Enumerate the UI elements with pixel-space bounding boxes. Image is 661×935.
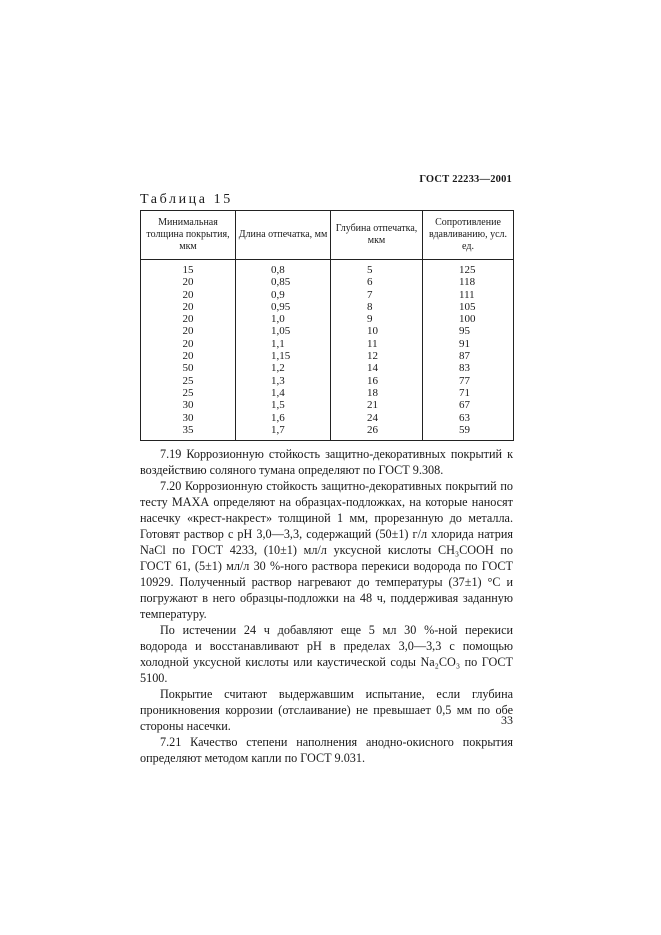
table-row — [141, 412, 514, 424]
column-header-indentation-resistance: Сопротивление вдавливанию, усл. ед. — [423, 211, 514, 260]
body-text — [140, 446, 513, 766]
cell-thickness: 50 — [141, 362, 236, 374]
cell-indentation-resistance: 118 — [423, 276, 514, 288]
column-header-thickness: Минимальная толщина покрытия, мкм — [141, 211, 236, 260]
cell-indentation-resistance: 111 — [423, 289, 514, 301]
table-header-row — [141, 211, 514, 260]
cell-thickness: 20 — [141, 338, 236, 350]
cell-imprint-depth: 12 — [331, 350, 423, 362]
table-body — [141, 260, 514, 441]
cell-indentation-resistance: 71 — [423, 387, 514, 399]
cell-thickness: 15 — [141, 260, 236, 277]
cell-indentation-resistance: 100 — [423, 313, 514, 325]
cell-imprint-depth: 7 — [331, 289, 423, 301]
cell-indentation-resistance: 63 — [423, 412, 514, 424]
cell-indentation-resistance: 67 — [423, 399, 514, 411]
cell-imprint-depth: 8 — [331, 301, 423, 313]
cell-indentation-resistance: 91 — [423, 338, 514, 350]
table-row — [141, 313, 514, 325]
column-header-imprint-length: Длина отпечатка, мм — [236, 211, 331, 260]
cell-imprint-length: 1,6 — [236, 412, 331, 424]
cell-thickness: 20 — [141, 325, 236, 337]
cell-indentation-resistance: 87 — [423, 350, 514, 362]
cell-thickness: 25 — [141, 387, 236, 399]
cell-imprint-length: 1,5 — [236, 399, 331, 411]
paragraph-7-21: 7.21 Качество степени наполнения анодно-окисного покрытия определяют методом капли по ГОСТ 9.031. — [140, 735, 513, 765]
cell-indentation-resistance: 77 — [423, 375, 514, 387]
table-row — [141, 301, 514, 313]
paragraph-acceptance-criterion: Покрытие считают выдержавшим испытание, если глубина проникновения коррозии (отслаивание) не превышает 0,5 мм по обе стороны насечки. — [140, 687, 513, 733]
cell-imprint-depth: 16 — [331, 375, 423, 387]
paragraph-7-20: 7.20 Коррозионную стойкость защитно-декоративных покрытий по тесту МАХА определяют на образцах-подложках, на которые наносят насечку «крест-накрест» толщиной 1 мм, прорезанную до металла. Готовят раствор с pH 3,0—3,3, содержащий (50±1) г/л хлорида натрия NaCl по ГОСТ 4233, (10±1) мл/л уксусной кислоты CH₃COOH по ГОСТ 61, (5±1) мл/л 30 %-ного раствора перекиси водорода по ГОСТ 10929. Полученный раствор нагревают до температуры (37±1) °С и погружают в него образцы-подложки на 48 ч, поддерживая заданную температуру. — [140, 479, 513, 621]
table-row — [141, 350, 514, 362]
cell-imprint-length: 0,9 — [236, 289, 331, 301]
table-row — [141, 387, 514, 399]
table-row — [141, 260, 514, 277]
cell-imprint-length: 1,2 — [236, 362, 331, 374]
cell-imprint-depth: 26 — [331, 424, 423, 441]
cell-indentation-resistance: 125 — [423, 260, 514, 277]
cell-imprint-depth: 18 — [331, 387, 423, 399]
cell-imprint-length: 0,95 — [236, 301, 331, 313]
paragraph-7-19: 7.19 Коррозионную стойкость защитно-декоративных покрытий к воздействию соляного тумана определяют по ГОСТ 9.308. — [140, 447, 513, 477]
cell-imprint-depth: 21 — [331, 399, 423, 411]
cell-indentation-resistance: 95 — [423, 325, 514, 337]
cell-imprint-depth: 10 — [331, 325, 423, 337]
document-standard-header: ГОСТ 22233—2001 — [419, 174, 512, 185]
cell-thickness: 30 — [141, 412, 236, 424]
page-number: 33 — [501, 713, 513, 727]
table-row — [141, 276, 514, 288]
cell-imprint-length: 1,05 — [236, 325, 331, 337]
table-row — [141, 289, 514, 301]
cell-imprint-length: 1,1 — [236, 338, 331, 350]
table-row — [141, 362, 514, 374]
cell-thickness: 20 — [141, 289, 236, 301]
cell-imprint-length: 0,85 — [236, 276, 331, 288]
cell-indentation-resistance: 59 — [423, 424, 514, 441]
cell-imprint-depth: 24 — [331, 412, 423, 424]
cell-imprint-length: 1,15 — [236, 350, 331, 362]
cell-thickness: 35 — [141, 424, 236, 441]
cell-imprint-depth: 5 — [331, 260, 423, 277]
cell-imprint-length: 1,7 — [236, 424, 331, 441]
cell-imprint-length: 0,8 — [236, 260, 331, 277]
cell-thickness: 20 — [141, 350, 236, 362]
cell-thickness: 30 — [141, 399, 236, 411]
cell-thickness: 20 — [141, 313, 236, 325]
cell-thickness: 25 — [141, 375, 236, 387]
table-row — [141, 399, 514, 411]
cell-imprint-depth: 14 — [331, 362, 423, 374]
paragraph-peroxide-addition: По истечении 24 ч добавляют еще 5 мл 30 %-ной перекиси водорода и восстанавливают pH в пределах 3,0—3,3 с помощью холодной уксусной кислоты или каустической соды Na₂CO₃ по ГОСТ 5100. — [140, 623, 513, 685]
cell-imprint-length: 1,3 — [236, 375, 331, 387]
cell-imprint-depth: 11 — [331, 338, 423, 350]
table-caption: Таблица 15 — [140, 192, 233, 207]
table-row — [141, 424, 514, 441]
coating-table — [140, 210, 513, 441]
cell-imprint-depth: 9 — [331, 313, 423, 325]
column-header-imprint-depth: Глубина отпечатка, мкм — [331, 211, 423, 260]
cell-thickness: 20 — [141, 301, 236, 313]
cell-imprint-depth: 6 — [331, 276, 423, 288]
data-table — [140, 210, 514, 441]
table-row — [141, 375, 514, 387]
cell-imprint-length: 1,4 — [236, 387, 331, 399]
cell-imprint-length: 1,0 — [236, 313, 331, 325]
cell-indentation-resistance: 105 — [423, 301, 514, 313]
cell-thickness: 20 — [141, 276, 236, 288]
table-row — [141, 338, 514, 350]
table-row — [141, 325, 514, 337]
cell-indentation-resistance: 83 — [423, 362, 514, 374]
